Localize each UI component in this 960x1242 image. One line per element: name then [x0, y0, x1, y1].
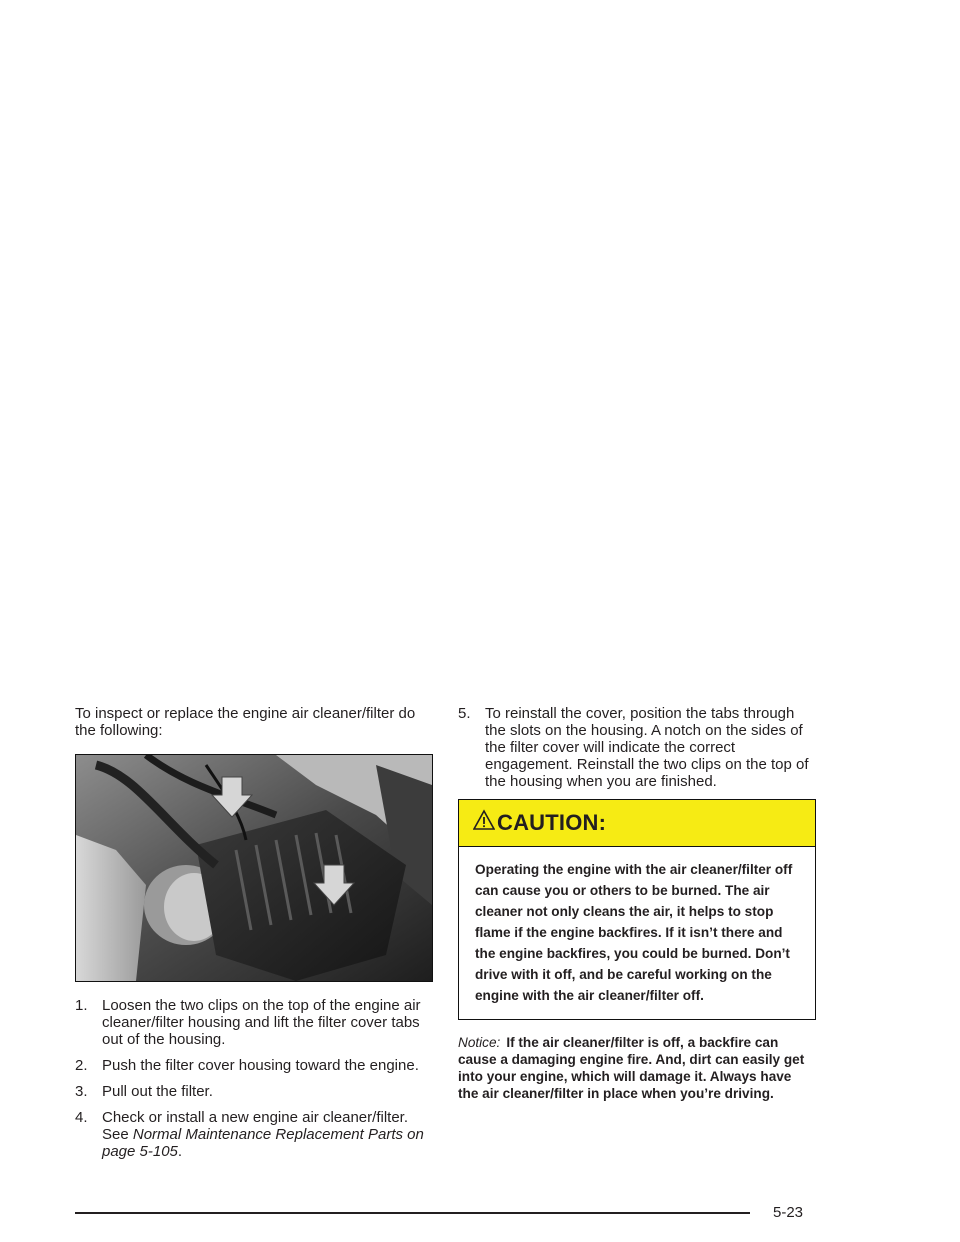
list-item: 5. To reinstall the cover, position the tabs through the slots on the housing. A notch on the sides of the filter cover will indicate the correct engagement. Reinstall the two clips on the top of the housing when you are finished. — [458, 705, 809, 790]
warning-triangle-icon — [473, 809, 495, 831]
notice-text: If the air cleaner/filter is off, a backfire can cause a damaging engine fire. And, dirt can easily get into your engine, which will damage it. Always have the air cleaner/filter in place when you’re driving. — [458, 1035, 805, 1101]
page-number: 5-23 — [773, 1204, 804, 1221]
air-cleaner-photo — [75, 754, 433, 982]
right-column — [458, 705, 815, 1102]
footer-rule — [75, 1212, 750, 1214]
list-item: 3. Pull out the filter. — [75, 1083, 213, 1100]
steps-list-right — [458, 705, 815, 790]
caution-box — [458, 799, 816, 1020]
caution-header — [459, 800, 815, 847]
caution-text: Operating the engine with the air cleaner/filter off can cause you or others to be burned. The air cleaner not only cleans the air, it helps to stop flame if the engine backfires. If it isn’t there and the engine backfires, you could be burned. Don’t drive with it off, and be careful working on the engine with the air cleaner/filter off. — [475, 862, 793, 1003]
notice-paragraph — [458, 1034, 815, 1102]
steps-list-left — [75, 997, 432, 1160]
list-item: 1. Loosen the two clips on the top of the engine air cleaner/filter housing and lift the filter cover tabs out of the housing. — [75, 997, 421, 1048]
intro-paragraph: To inspect or replace the engine air cleaner/filter do the following: — [75, 705, 416, 739]
left-column — [75, 705, 432, 1169]
list-item: 2. Push the filter cover housing toward the engine. — [75, 1057, 419, 1074]
cross-reference-link[interactable]: Normal Maintenance Replacement Parts on page 5-105 — [102, 1126, 424, 1160]
notice-label: Notice: — [458, 1035, 501, 1050]
list-item: 4. Check or install a new engine air cleaner/filter. See Normal Maintenance Replacement Parts on page 5-105. — [75, 1109, 424, 1160]
caution-title: CAUTION: — [497, 810, 607, 835]
